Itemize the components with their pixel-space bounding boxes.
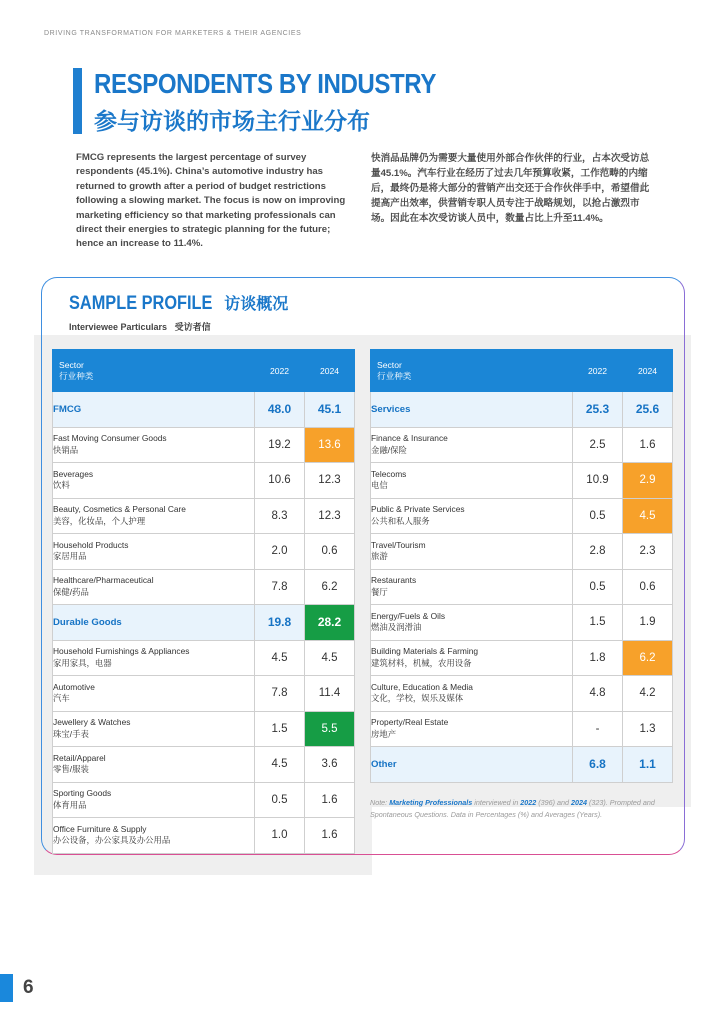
header-year-2024: 2024 <box>305 350 355 392</box>
sector-name-en: Household Furnishings & Appliances <box>53 646 190 657</box>
header-year-2024: 2024 <box>623 350 673 392</box>
table-row <box>371 463 673 499</box>
sector-cell <box>53 605 255 641</box>
header-sector-zh: 行业种类 <box>59 370 94 381</box>
value-2024: 12.3 <box>305 463 355 499</box>
card-subtitle <box>69 320 211 333</box>
intro-text-zh: 快消品品牌仍为需要大量使用外部合作伙伴的行业，占本次受访总量45.1%。汽车行业在经历了过去几年预算收紧，工作范畴的内缩后，最终仍是将大部分的营销产出交还于合作伙伴手中，希望借此提高产出效率，供营销专职人员专注于战略规划，以抢占激烈市场。因此在本次受访谈人员中，数量占比上升至11.4%。 <box>371 153 650 224</box>
value-2022: 10.6 <box>255 463 305 499</box>
value-2024: 4.2 <box>623 676 673 712</box>
table-row <box>53 711 355 747</box>
value-2024: 2.9 <box>623 463 673 499</box>
sector-cell <box>53 534 255 570</box>
table-header-row <box>53 350 355 392</box>
table-row <box>53 569 355 605</box>
value-2024: 1.3 <box>623 711 673 747</box>
table-row <box>53 463 355 499</box>
value-2024: 12.3 <box>305 498 355 534</box>
table-row <box>53 427 355 463</box>
sector-cell <box>371 534 573 570</box>
header-sector-zh: 行业种类 <box>377 370 412 381</box>
intro-text-en: FMCG represents the largest percentage of survey respondents (45.1%). China’s automotive industry has returned to growth after a period of budget restrictions following a slowing market. The focus is now on improving marketing efficiency so that marketing professionals can direct their energies to strategic planning for the future; hence an increase to 11.4%. <box>76 152 346 250</box>
sector-name-en: Restaurants <box>371 575 417 586</box>
value-2024: 4.5 <box>623 498 673 534</box>
sector-cell <box>53 747 255 783</box>
sector-name-en: Telecoms <box>371 468 407 479</box>
header-sector <box>371 350 573 392</box>
sector-cell <box>53 640 255 676</box>
sector-name-en: Household Products <box>53 539 129 550</box>
table-row <box>371 605 673 641</box>
value-2022: 4.8 <box>573 676 623 712</box>
sector-name-zh: 家用家具，电器 <box>53 657 112 668</box>
sector-cell <box>53 711 255 747</box>
value-2022: - <box>573 711 623 747</box>
table-row <box>53 818 355 854</box>
table-group-row <box>53 605 355 641</box>
note-year-2024: 2024 <box>571 798 587 807</box>
sector-cell <box>53 392 255 428</box>
sector-name-zh: 文化，学校，娱乐及媒体 <box>371 693 464 704</box>
sector-name-en: Automotive <box>53 681 95 692</box>
sector-name-zh: 快销品 <box>53 444 79 455</box>
value-2022: 7.8 <box>255 569 305 605</box>
table-row <box>53 498 355 534</box>
value-2022: 4.5 <box>255 747 305 783</box>
sector-name-zh: 旅游 <box>371 551 388 562</box>
note-marketing-professionals: Marketing Professionals <box>389 798 473 807</box>
value-2022: 1.5 <box>255 711 305 747</box>
table-row <box>371 711 673 747</box>
sector-name-en: Jewellery & Watches <box>53 717 131 728</box>
value-2024: 13.6 <box>305 427 355 463</box>
table-row <box>371 569 673 605</box>
sector-name-zh: 体育用品 <box>53 799 87 810</box>
header-sector <box>53 350 255 392</box>
value-2022: 7.8 <box>255 676 305 712</box>
value-2022: 2.0 <box>255 534 305 570</box>
note-year-2022: 2022 <box>520 798 537 807</box>
value-2024: 28.2 <box>305 605 355 641</box>
sector-name-zh: 电信 <box>371 480 388 491</box>
sector-name-en: Fast Moving Consumer Goods <box>53 433 167 444</box>
sector-cell <box>53 676 255 712</box>
sector-name-zh: 美容，化妆品，个人护理 <box>53 515 146 526</box>
sector-cell <box>53 427 255 463</box>
value-2024: 4.5 <box>305 640 355 676</box>
card-title-en: SAMPLE PROFILE <box>69 293 213 314</box>
sector-cell <box>371 605 573 641</box>
sector-cell <box>371 711 573 747</box>
sector-name-zh: 燃油及润滑油 <box>371 622 422 633</box>
sector-name-en: Finance & Insurance <box>371 433 448 444</box>
card-subtitle-zh: 受访者信 <box>174 322 211 332</box>
value-2022: 1.5 <box>573 605 623 641</box>
card-subtitle-en: Interviewee Particulars <box>69 322 168 332</box>
table-row <box>371 498 673 534</box>
value-2024: 1.1 <box>623 747 673 783</box>
sector-name-en: Sporting Goods <box>53 788 112 799</box>
title-accent-bar <box>73 68 82 134</box>
table-row <box>53 676 355 712</box>
table-group-row <box>53 392 355 428</box>
sector-name-zh: 公共和私人服务 <box>371 515 430 526</box>
sector-name-en: Property/Real Estate <box>371 717 449 728</box>
sector-name-en: FMCG <box>53 403 82 415</box>
table-group-row <box>371 392 673 428</box>
table-row <box>371 640 673 676</box>
value-2022: 6.8 <box>573 747 623 783</box>
value-2022: 0.5 <box>255 782 305 818</box>
sector-cell <box>371 640 573 676</box>
sector-name-en: Culture, Education & Media <box>371 681 473 692</box>
industry-table-left <box>52 349 355 854</box>
value-2024: 1.9 <box>623 605 673 641</box>
sector-cell <box>53 782 255 818</box>
sector-name-en: Office Furniture & Supply <box>53 823 147 834</box>
tagline: DRIVING TRANSFORMATION FOR MARKETERS & THEIR AGENCIES <box>44 30 302 37</box>
table-row <box>53 640 355 676</box>
sector-cell <box>371 676 573 712</box>
table-row <box>53 534 355 570</box>
sector-cell <box>371 463 573 499</box>
page-number-marker <box>0 974 13 1002</box>
sector-cell <box>371 569 573 605</box>
sector-name-en: Durable Goods <box>53 616 122 628</box>
sector-name-en: Building Materials & Farming <box>371 646 479 657</box>
value-2022: 10.9 <box>573 463 623 499</box>
value-2024: 25.6 <box>623 392 673 428</box>
sector-name-zh: 家居用品 <box>53 551 87 562</box>
sector-cell <box>371 392 573 428</box>
header-sector-en: Sector <box>59 359 84 370</box>
value-2022: 2.8 <box>573 534 623 570</box>
header-year-2022: 2022 <box>573 350 623 392</box>
value-2022: 19.2 <box>255 427 305 463</box>
sector-name-zh: 珠宝/手表 <box>53 728 89 739</box>
value-2022: 48.0 <box>255 392 305 428</box>
header-sector-en: Sector <box>377 359 402 370</box>
sector-name-zh: 保健/药品 <box>53 586 89 597</box>
table-row <box>53 747 355 783</box>
value-2024: 45.1 <box>305 392 355 428</box>
value-2022: 0.5 <box>573 498 623 534</box>
sector-name-en: Beauty, Cosmetics & Personal Care <box>53 504 186 515</box>
sector-name-zh: 建筑材料，机械，农用设备 <box>371 657 472 668</box>
page-title-zh: 参与访谈的市场主行业分布 <box>94 108 370 134</box>
sector-name-en: Retail/Apparel <box>53 752 106 763</box>
value-2022: 1.8 <box>573 640 623 676</box>
value-2024: 3.6 <box>305 747 355 783</box>
industry-table-right <box>370 349 673 783</box>
value-2024: 5.5 <box>305 711 355 747</box>
table-row <box>371 534 673 570</box>
sector-name-zh: 汽车 <box>53 693 70 704</box>
sector-name-en: Services <box>371 403 411 415</box>
value-2024: 2.3 <box>623 534 673 570</box>
sector-name-zh: 金融/保险 <box>371 444 407 455</box>
sector-name-zh: 房地产 <box>371 728 397 739</box>
sector-name-en: Other <box>371 758 397 770</box>
card-title-zh: 访谈概况 <box>224 296 289 313</box>
sector-cell <box>371 427 573 463</box>
sector-name-en: Public & Private Services <box>371 504 465 515</box>
sector-cell <box>371 498 573 534</box>
value-2022: 25.3 <box>573 392 623 428</box>
value-2024: 0.6 <box>305 534 355 570</box>
table-row <box>371 676 673 712</box>
sector-cell <box>53 463 255 499</box>
value-2022: 4.5 <box>255 640 305 676</box>
sector-name-en: Travel/Tourism <box>371 539 426 550</box>
sector-name-zh: 餐厅 <box>371 586 388 597</box>
sector-name-en: Energy/Fuels & Oils <box>371 610 446 621</box>
page-title-en: RESPONDENTS BY INDUSTRY <box>94 68 436 99</box>
value-2022: 2.5 <box>573 427 623 463</box>
sector-cell <box>53 569 255 605</box>
table-group-row <box>371 747 673 783</box>
sector-cell <box>53 818 255 854</box>
sector-name-en: Healthcare/Pharmaceutical <box>53 575 154 586</box>
value-2024: 11.4 <box>305 676 355 712</box>
sector-name-zh: 办公设备，办公家具及办公用品 <box>53 835 171 846</box>
page-number: 6 <box>23 977 34 998</box>
sector-cell <box>371 747 573 783</box>
value-2022: 0.5 <box>573 569 623 605</box>
value-2024: 6.2 <box>623 640 673 676</box>
table-header-row <box>371 350 673 392</box>
value-2024: 1.6 <box>305 782 355 818</box>
sector-name-zh: 零售/服装 <box>53 764 89 775</box>
value-2024: 1.6 <box>305 818 355 854</box>
sector-cell <box>53 498 255 534</box>
header-year-2022: 2022 <box>255 350 305 392</box>
value-2022: 19.8 <box>255 605 305 641</box>
sector-name-en: Beverages <box>53 468 94 479</box>
value-2024: 1.6 <box>623 427 673 463</box>
table-row <box>371 427 673 463</box>
sector-name-zh: 饮料 <box>53 480 70 491</box>
value-2024: 0.6 <box>623 569 673 605</box>
card-title <box>69 291 288 315</box>
value-2022: 8.3 <box>255 498 305 534</box>
table-row <box>53 782 355 818</box>
value-2022: 1.0 <box>255 818 305 854</box>
value-2024: 6.2 <box>305 569 355 605</box>
table-note: Note: Marketing Professionals interviewed in 2022 (396) and 2024 (323). Prompted and Spontaneous Questions. Data in Percentages (%) and Averages (Years). <box>370 798 655 819</box>
